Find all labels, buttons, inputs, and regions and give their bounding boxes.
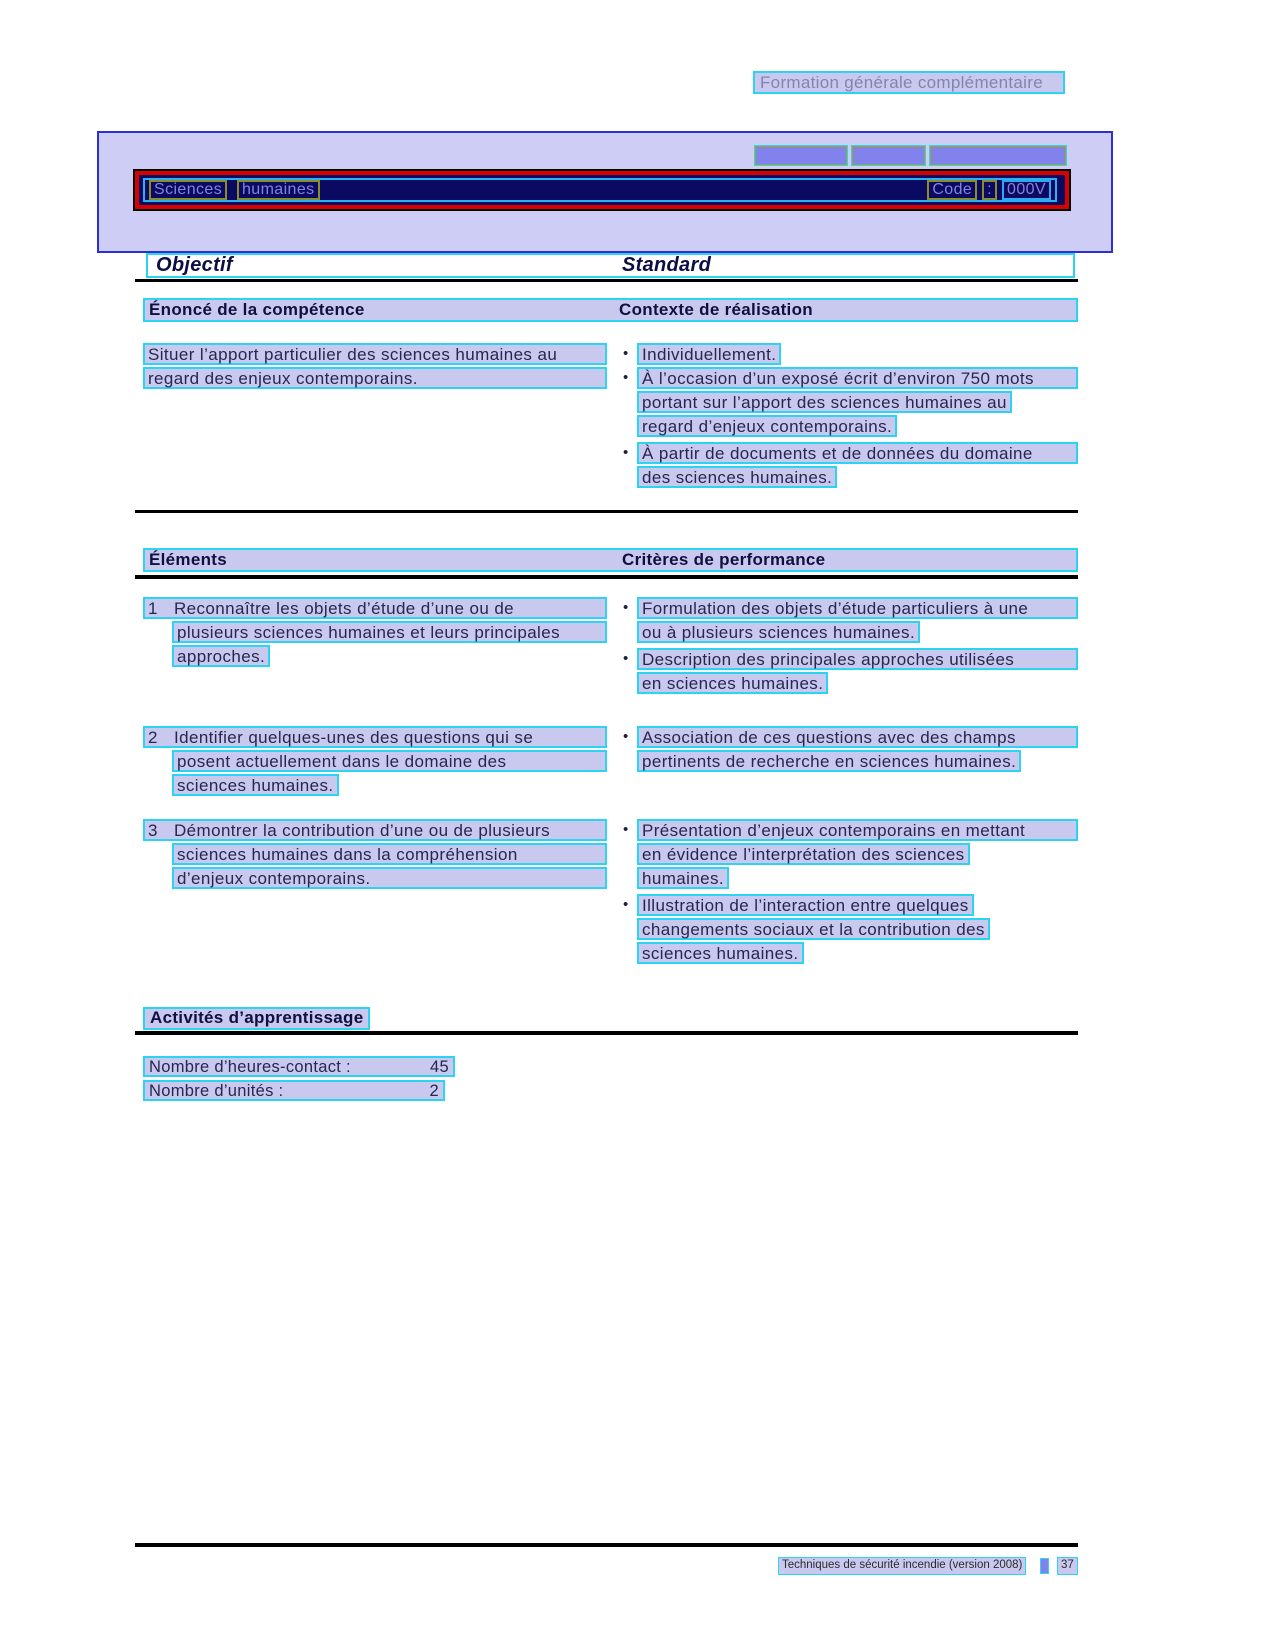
course-title-linebox (143, 178, 1057, 202)
course-title-word-1: Sciences (149, 180, 227, 200)
bullet-line: sciences humaines. (637, 942, 804, 964)
bullet-line: des sciences humaines. (637, 466, 837, 488)
enonce-heading: Énoncé de la compétence (149, 300, 365, 319)
bullet-icon: • (623, 821, 629, 838)
course-title (149, 180, 320, 200)
element-line (143, 726, 607, 748)
criteres-heading: Critères de performance (622, 550, 826, 569)
element-1-left (143, 597, 607, 669)
bullet-item (617, 726, 1078, 772)
rule-under-objectif (135, 279, 1078, 282)
bullet-line: À l’occasion d’un exposé écrit d’environ 750 mots (637, 367, 1078, 389)
bullet-line: Présentation d’enjeux contemporains en mettant (637, 819, 1078, 841)
bullet-line: ou à plusieurs sciences humaines. (637, 621, 920, 643)
rule-above-elements (135, 510, 1078, 513)
units-label: Nombre d’unités : (149, 1081, 284, 1100)
course-title-bar (135, 171, 1069, 209)
element-line: approches. (172, 645, 270, 667)
element-3-criteria (617, 819, 1078, 966)
standard-heading: Standard (622, 254, 712, 276)
bullet-line: À partir de documents et de données du domaine (637, 442, 1078, 464)
bullet-item (617, 367, 1078, 437)
footer-title: Techniques de sécurité incendie (version 2008) (778, 1557, 1026, 1575)
bullet-icon: • (623, 896, 629, 913)
element-number: 3 (148, 821, 158, 840)
bullet-item (617, 343, 1078, 365)
bullet-line: en sciences humaines. (637, 672, 828, 694)
element-line: sciences humaines dans la compréhension (172, 843, 607, 865)
units-value: 2 (429, 1081, 439, 1100)
footer-rule (135, 1543, 1078, 1547)
units-row (143, 1080, 445, 1101)
enonce-line: Situer l’apport particulier des sciences humaines au (143, 343, 607, 365)
bullet-icon: • (623, 599, 629, 616)
redacted-box-2 (852, 146, 925, 165)
contexte-bullets (617, 343, 1078, 490)
bullet-item (617, 597, 1078, 643)
element-2-left (143, 726, 607, 798)
bullet-item (617, 894, 1078, 964)
element-text: Identifier quelques-unes des questions qui se (174, 728, 534, 747)
enonce-paragraph (143, 343, 607, 391)
bullet-icon: • (623, 345, 629, 362)
bullet-line: en évidence l’interprétation des sciences (637, 843, 970, 865)
elements-heading: Éléments (149, 550, 227, 569)
redacted-box-3 (930, 146, 1066, 165)
element-line: plusieurs sciences humaines et leurs principales (172, 621, 607, 643)
elements-criteres-row (143, 548, 1078, 572)
bullet-icon: • (623, 369, 629, 386)
element-number: 1 (148, 599, 158, 618)
bullet-line: regard d’enjeux contemporains. (637, 415, 897, 437)
activites-heading: Activités d’apprentissage (143, 1007, 370, 1030)
element-2-criteria (617, 726, 1078, 774)
bullet-line: Formulation des objets d’étude particuliers à une (637, 597, 1078, 619)
bullet-item (617, 442, 1078, 488)
bullet-line: humaines. (637, 867, 729, 889)
element-line (143, 597, 607, 619)
hours-label: Nombre d’heures-contact : (149, 1057, 351, 1076)
element-line: posent actuellement dans le domaine des (172, 750, 607, 772)
element-line: d’enjeux contemporains. (172, 867, 607, 889)
hours-row (143, 1056, 455, 1077)
bullet-line: Individuellement. (637, 343, 781, 365)
footer-separator (1040, 1558, 1049, 1574)
element-line: sciences humaines. (172, 774, 339, 796)
bullet-line: portant sur l’apport des sciences humaines au (637, 391, 1012, 413)
bullet-line: Illustration de l’interaction entre quelques (637, 894, 974, 916)
redacted-box-1 (755, 146, 847, 165)
element-text: Reconnaître les objets d’étude d’une ou de (174, 599, 515, 618)
course-title-word-2: humaines (237, 180, 320, 200)
element-number: 2 (148, 728, 158, 747)
running-head-text: Formation générale complémentaire (760, 73, 1043, 92)
course-code-separator: : (982, 180, 997, 200)
running-head (753, 71, 1065, 94)
objectif-standard-row (146, 253, 1075, 278)
bullet-icon: • (623, 444, 629, 461)
bullet-line: Description des principales approches utilisées (637, 648, 1078, 670)
course-code-value: 000V (1002, 180, 1051, 200)
element-text: Démontrer la contribution d’une ou de plusieurs (174, 821, 551, 840)
objectif-heading: Objectif (156, 254, 233, 276)
contexte-heading: Contexte de réalisation (619, 300, 813, 319)
rule-under-activites (135, 1031, 1078, 1035)
bullet-item (617, 819, 1078, 889)
hours-value: 45 (430, 1057, 449, 1076)
bullet-icon: • (623, 650, 629, 667)
element-line (143, 819, 607, 841)
bullet-item (617, 648, 1078, 694)
enonce-contexte-row (143, 298, 1078, 322)
course-header-panel (97, 131, 1113, 253)
rule-under-elements (135, 575, 1078, 579)
bullet-line: changements sociaux et la contribution des (637, 918, 990, 940)
element-1-criteria (617, 597, 1078, 696)
bullet-line: Association de ces questions avec des champs (637, 726, 1078, 748)
footer-page-number: 37 (1057, 1557, 1078, 1575)
bullet-line: pertinents de recherche en sciences humaines. (637, 750, 1021, 772)
bullet-icon: • (623, 728, 629, 745)
enonce-line: regard des enjeux contemporains. (143, 367, 607, 389)
course-code (927, 180, 1051, 200)
element-3-left (143, 819, 607, 891)
course-code-label: Code (927, 180, 977, 200)
